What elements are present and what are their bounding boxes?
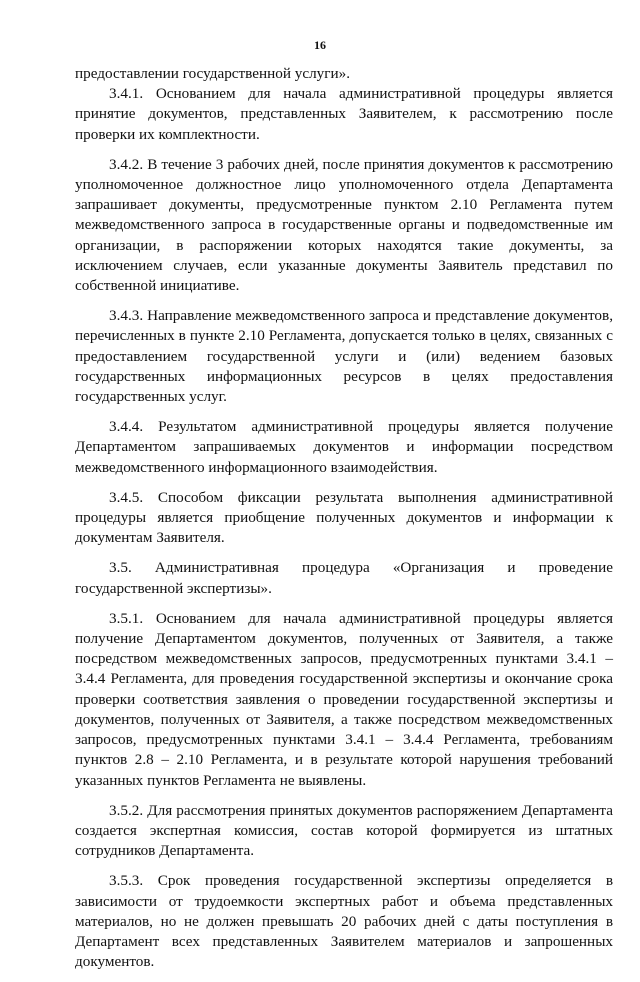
- paragraph-continuation: предоставлении государственной услуги».: [75, 65, 351, 82]
- page-number: 16: [314, 38, 326, 52]
- paragraph-3-5-1: 3.5.1. Основанием для начала административной процедуры является получение Департаментом документов, полученных от Заявителя, а также посредством межведомственных запросов, предусмотренных пунктами 3.4.1 – 3.4.4 Регламента, для проведения государственной экспертизы и окончание срока проверки соответствия заявления о проведении государственной экспертизы и документов, полученных от Заявителя, а также посредством межведомственных запросов, предусмотренных пунктами 3.4.1 – 3.4.4 Регламента, требованиям пунктов 2.8 – 2.10 Регламента, и в результате которой нарушения требований указанных пунктов Регламента не выявлены.: [75, 609, 613, 789]
- paragraph-3-4-5: 3.4.5. Способом фиксации результата выполнения административной процедуры является приобщение полученных документов и информации к документам Заявителя.: [75, 488, 613, 547]
- paragraph-3-4-4: 3.4.4. Результатом административной процедуры является получение Департаментом запрашиваемых документов и информации посредством межведомственного информационного взаимодействия.: [75, 418, 613, 476]
- paragraph-3-4-1: 3.4.1. Основанием для начала административной процедуры является принятие документов, представленных Заявителем, к рассмотрению после проверки их комплектности.: [75, 85, 613, 143]
- section-heading-3-5: 3.5. Административная процедура «Организация и проведение государственной экспертизы».: [75, 559, 613, 597]
- paragraph-3-4-2: 3.4.2. В течение 3 рабочих дней, после принятия документов к рассмотрению уполномоченное должностное лицо уполномоченного отдела Департамента запрашивает документы, предусмотренные пунктом 2.10 Регламента путем межведомственного запроса в государственные органы и подведомственные им организации, в распоряжении которых находятся такие документы, за исключением случаев, если указанные документы Заявитель представил по собственной инициативе.: [75, 155, 613, 295]
- paragraph-3-5-3: 3.5.3. Срок проведения государственной экспертизы определяется в зависимости от трудоемкости экспертных работ и объема представленных материалов, но не должен превышать 20 рабочих дней с даты поступления в Департамент всех представленных Заявителем материалов и запрошенных документов.: [75, 872, 613, 971]
- document-body: [75, 64, 613, 982]
- paragraph-3-5-2: 3.5.2. Для рассмотрения принятых документов распоряжением Департамента создается экспертная комиссия, состав которой формируется из штатных сотрудников Департамента.: [75, 801, 613, 860]
- paragraph-3-4-3: 3.4.3. Направление межведомственного запроса и представление документов, перечисленных в пункте 2.10 Регламента, допускается только в целях, связанных с предоставлением государственной услуги и (или) ведением базовых государственных информационных ресурсов в целях предоставления государственных услуг.: [75, 307, 613, 406]
